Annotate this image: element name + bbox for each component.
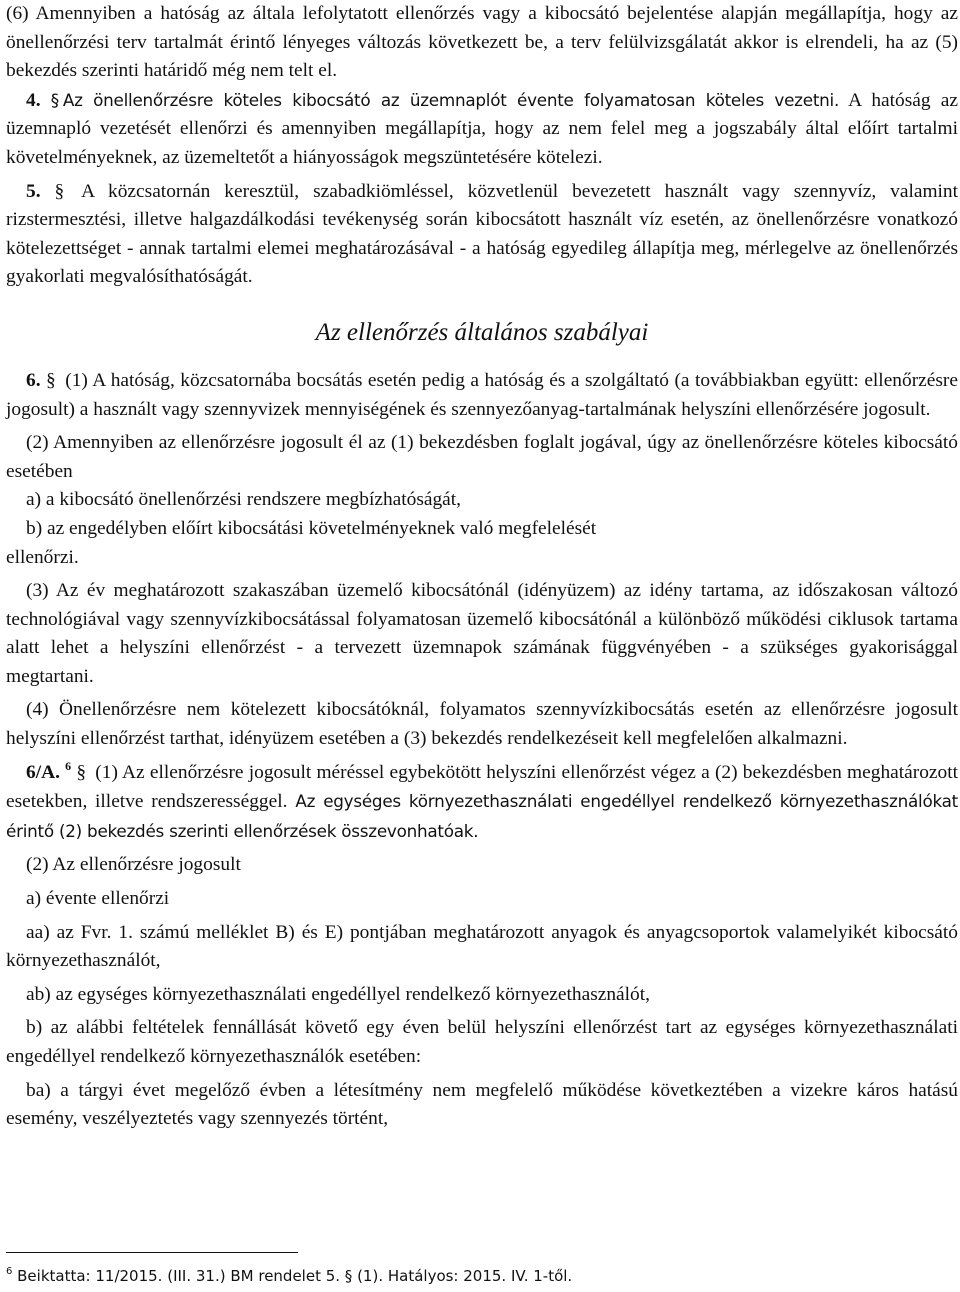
section-5-number: 5. [26,180,41,202]
section-sign: § [50,89,59,110]
section-6-number: 6. [26,369,41,391]
section-6a-item-b: b) az alábbi feltételek fennállását követő egy éven belül helyszíni ellenőrzést tart az egységes környezethasználati engedéllyel rendelkező környezethasználók esetében: [6,1017,958,1067]
footnote-number: 6 [6,1266,13,1277]
section-5-text: A közcsatornán keresztül, szabadkiömléssel, közvetlenül bevezetett használt vagy szennyvíz, valamint rizstermesztési, illetve halgazdálkodási tevékenység során kibocsátott használt víz esetén, az önellenőrzésre vonatkozó kötelezettséget - annak tartalmi elemei meghatározásával - a hatóság egyedileg állapítja meg, mérlegelve az önellenőrzés gyakorlati megvalósíthatóságát. [6,180,958,288]
section-6a-p2: (2) Az ellenőrzésre jogosult [26,854,241,876]
footnote-ref[interactable]: 6 [65,758,72,773]
section-sign: § [54,180,65,202]
section-6a-item-ab: ab) az egységes környezethasználati engedéllyel rendelkező környezethasználót, [26,983,650,1005]
footnote-divider [6,1252,298,1253]
section-4-text: A hatóság az üzemnapló vezetését ellenőrzi és amennyiben megállapítja, hogy az nem felel meg a jogszabály által előírt tartalmi követelményeknek, az üzemeltetőt a hiányosságok megszüntetésére kötelezi. [6,89,958,168]
section-sign: § [46,369,56,391]
paragraph-6: (6) Amennyiben a hatóság az általa lefolytatott ellenőrzés vagy a kibocsátó bejelentése alapján megállapítja, hogy az önellenőrzési terv tartalmát érintő lényeges változás következett be, a terv felülvizsgálatát akkor is elrendeli, ha az (5) bekezdés szerinti határidő még nem telt el. [6,3,958,82]
section-6a-item-aa: aa) az Fvr. 1. számú melléklet B) és E) pontjában meghatározott anyagok és anyagcsoportok valamelyikét kibocsátó környezethasználót, [6,921,958,972]
section-6a-p1 [6,759,958,847]
section-6a-p1-text: (1) Az ellenőrzésre jogosult méréssel egybekötött helyszíni ellenőrzést végez a (2) bekezdésben meghatározott esetekben, illetve rendszerességgel. [6,761,958,813]
section-5 [6,178,958,292]
section-6-p2-item-a: a) a kibocsátó önellenőrzési rendszere megbízhatóságát, [26,489,462,511]
section-6a-item-a: a) évente ellenőrzi [26,888,170,910]
section-sign: § [76,761,87,783]
section-6-p2-end: ellenőrzi. [6,546,79,568]
section-6a-p1-sans: Az egységes környezethasználati engedéllyel rendelkező környezethasználókat érintő (2) bekezdés szerinti ellenőrzések összevonhatóak. [6,791,958,841]
section-6-p1-text: (1) A hatóság, közcsatornába bocsátás esetén pedig a hatóság és a szolgáltató (a továbbiakban együtt: ellenőrzésre jogosult) a használt vagy szennyvizek mennyiségének és szennyezőanyag-tartalmának helyszíni ellenőrzésére jogosult. [6,369,958,420]
section-6-p2: (2) Amennyiben az ellenőrzésre jogosult él az (1) bekezdésben foglalt jogával, úgy az önellenőrzésre köteles kibocsátó esetében [6,432,958,482]
section-4-lead: Az önellenőrzésre köteles kibocsátó az üzemnaplót évente folyamatosan köteles vezetni. [62,89,840,110]
section-6a-number: 6/A. [26,761,60,783]
footnote-text: Beiktatta: 11/2015. (III. 31.) BM rendelet 5. § (1). Hatályos: 2015. IV. 1-től. [12,1267,573,1285]
section-6-p1 [6,367,958,424]
section-6-p3: (3) Az év meghatározott szakaszában üzemelő kibocsátónál (idényüzem) az idény tartama, az időszakosan változó technológiával vagy szennyvízkibocsátással folyamatosan üzemelő kibocsátónál a különböző működési ciklusok tartama alatt lehet a helyszíni ellenőrzést - a tervezett üzemnapok számának függvényében - a szükséges gyakorisággal megtartani. [6,580,958,687]
section-6-p2-item-b: b) az engedélyben előírt kibocsátási követelményeknek való megfelelését [26,517,597,539]
document-page [6,0,958,1285]
section-4 [6,86,958,173]
section-6a-item-ba: ba) a tárgyi évet megelőző évben a létesítmény nem megfelelő működése következtében a vizekre káros hatású esemény, veszélyeztetés vagy szennyezés történt, [6,1079,958,1130]
section-4-number: 4. [26,89,41,111]
section-heading: Az ellenőrzés általános szabályai [315,318,649,346]
section-6-p4: (4) Önellenőrzésre nem kötelezett kibocsátóknál, folyamatos szennyvízkibocsátás esetén az ellenőrzésre jogosult helyszíni ellenőrzést tarthat, idényüzem esetében a (3) bekezdés rendelkezéseit kell megfelelően alkalmazni. [6,699,958,750]
footnote [6,1266,958,1286]
